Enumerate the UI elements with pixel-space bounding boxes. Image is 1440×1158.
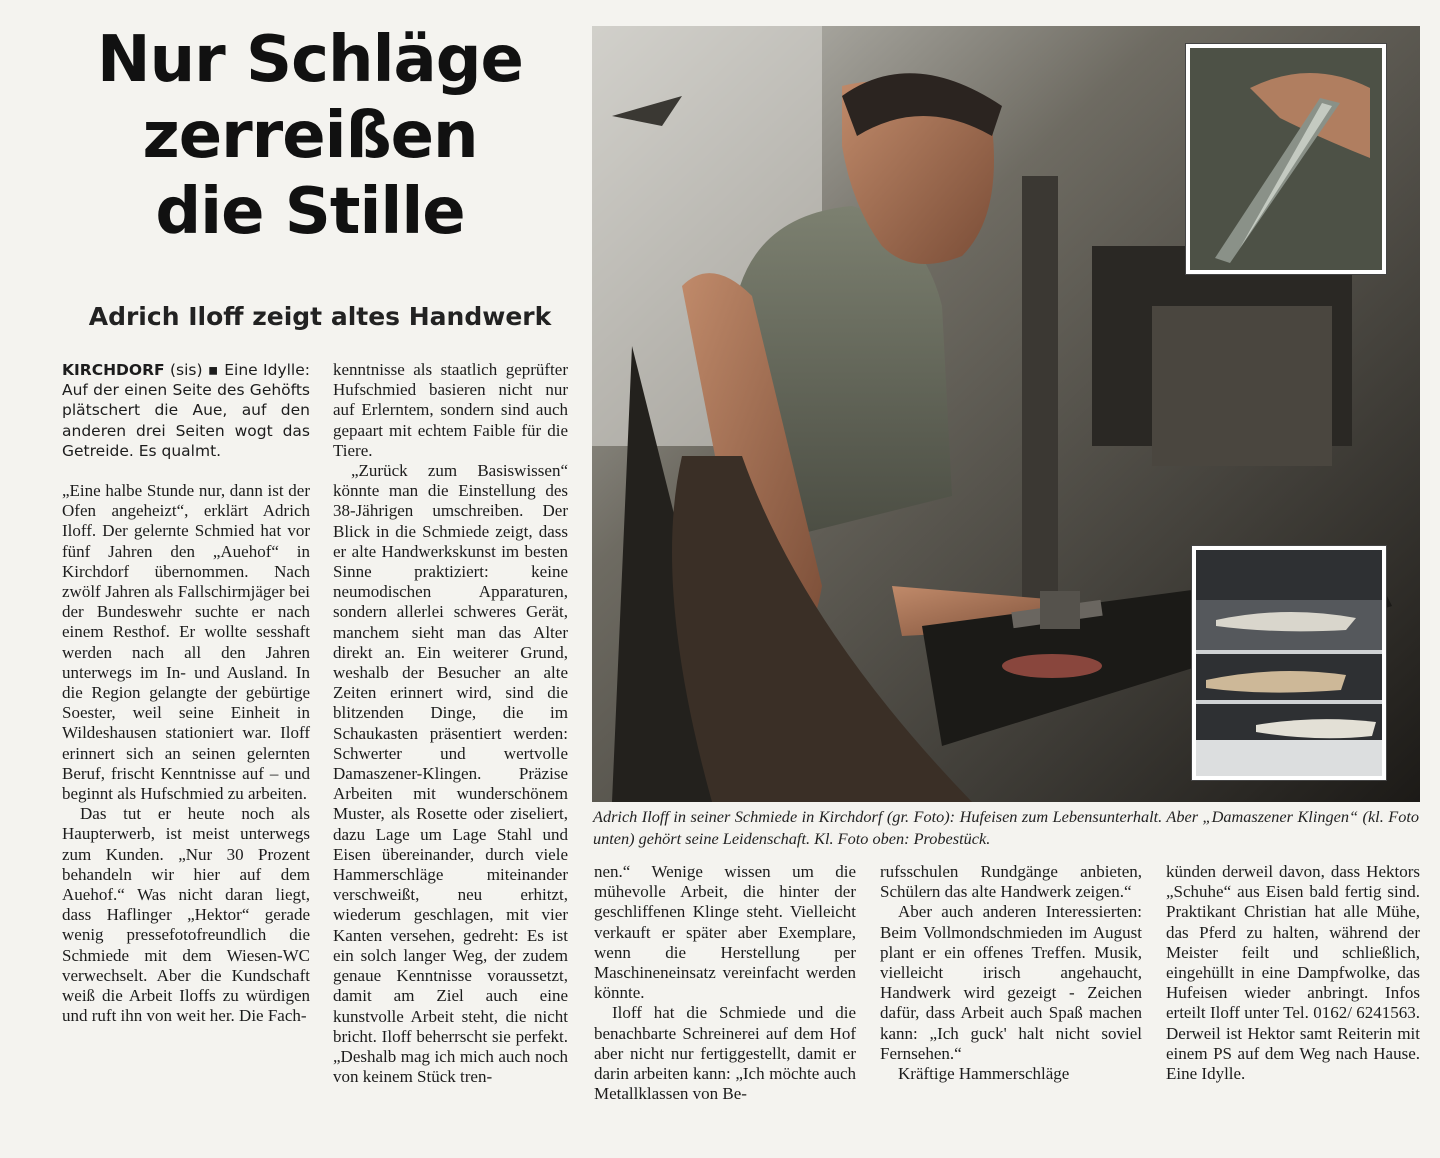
body-paragraph: rufsschulen Rundgänge anbieten, Schülern das alte Handwerk zeigen.“	[880, 862, 1142, 902]
dateline: KIRCHDORF	[62, 361, 165, 379]
headline-line-3: die Stille	[155, 175, 465, 249]
subheadline: Adrich Iloff zeigt altes Handwerk	[88, 302, 552, 331]
byline: (sis) ▪	[170, 361, 219, 379]
headline-line-1: Nur Schläge	[97, 23, 523, 97]
body-paragraph: nen.“ Wenige wissen um die mühevolle Arbeit, die hinter der geschliffenen Klinge steht. Vielleicht verkauft er später aber Exemplare, wenn die Herstellung per Maschineneinsatz vereinfacht werden könnte.	[594, 862, 856, 1003]
article-column-1	[62, 360, 310, 1027]
body-paragraph: Das tut er heute noch als Haupterwerb, ist meist unterwegs zum Kunden. „Nur 30 Prozent behandeln wir hier auf dem Auehof.“ Was nicht daran liegt, dass Haflinger „Hektor“ gerade wenig pressefotofreundlich die Schmiede mit dem Wiesen-WC verwechselt. Aber die Kundschaft weiß die Arbeit Iloffs zu würdigen und ruft ihn von weit her. Die Fach-	[62, 804, 310, 1026]
blades-display-illustration	[1196, 550, 1382, 776]
body-paragraph: „Zurück zum Basiswissen“ könnte man die Einstellung des 38-Jährigen umschreiben. Der Blick in die Schmiede zeigt, dass er alte Handwerkskunst im besten Sinne praktiziert: keine neumodischen Apparaturen, sondern allerlei schweres Gerät, manchem sieht man das Alter direkt an. Ein weiterer Grund, weshalb der Besucher an alte Zeiten erinnert wird, sind die blitzenden Dinge, die im Schaukasten präsentiert werden: Schwerter und wertvolle Damaszener-Klingen. Präzise Arbeiten mit wunderschönem Muster, als Rosette oder ziseliert, dazu Lage um Lage Stahl und Eisen übereinander, durch viele Hammerschläge miteinander verschweißt, neu erhitzt, wiederum geschlagen, mit vier Kanten versehen, gedreht: Es ist ein solch langer Weg, der zudem genaue Kenntnisse voraussetzt, damit am Ziel auch eine kunstvolle Arbeit steht, die nicht bricht. Iloff beherrscht sie perfekt. „Deshalb mag ich mich auch noch von keinem Stück tren-	[333, 461, 568, 1087]
body-paragraph: Iloff hat die Schmiede und die benachbarte Schreinerei auf dem Hof aber nicht nur fertiggestellt, damit er darin arbeiten kann: „Ich möchte auch Metallklassen von Be-	[594, 1003, 856, 1104]
article-column-5	[1166, 862, 1420, 1084]
body-paragraph: kenntnisse als staatlich geprüfter Hufschmied basieren nicht nur auf Erlerntem, sondern sind auch gepaart mit echtem Faible für die Tiere.	[333, 360, 568, 460]
inset-photo-test-piece	[1186, 44, 1386, 274]
body-paragraph: Kräftige Hammerschläge	[898, 1064, 1070, 1084]
headline	[40, 22, 580, 250]
article-column-4	[880, 862, 1142, 1084]
test-piece-illustration	[1190, 48, 1382, 270]
inset-photo-damascus-blades	[1192, 546, 1386, 780]
article-column-3	[594, 862, 856, 1104]
headline-line-2: zerreißen	[142, 99, 478, 173]
main-photo	[592, 26, 1420, 802]
body-paragraph: Aber auch anderen Interessierten: Beim Vollmondschmieden im August plant er ein offenes Treffen. Musik, vielleicht irisch angehaucht, Handwerk wird gezeigt - Zeichen dafür, dass Arbeit auch Spaß machen kann: „Ich guck' halt nicht soviel Fernsehen.“	[880, 902, 1142, 1063]
article-column-2	[333, 360, 568, 1087]
intro-paragraph	[62, 360, 310, 461]
body-paragraph: künden derweil davon, dass Hektors „Schuhe“ aus Eisen bald fertig sind. Praktikant Christian hat alle Mühe, das Pferd zu halten, während der Meister feilt und schließlich, eingehüllt in eine Dampfwolke, das Hufeisen wieder anbringt. Infos erteilt Iloff unter Tel. 0162/ 6241563. Derweil ist Hektor samt Reiterin mit einem PS auf dem Weg nach Hause. Eine Idylle.	[1166, 862, 1420, 1084]
intro-text: Eine Idylle: Auf der einen Seite des Gehöfts plätschert die Aue, auf den anderen drei Seiten wogt das Getreide. Es qualmt.	[62, 361, 310, 460]
photo-caption: Adrich Iloff in seiner Schmiede in Kirchdorf (gr. Foto): Hufeisen zum Lebensunterhalt. Aber „Damaszener Klingen“ (kl. Foto unten) gehört seine Leidenschaft. Kl. Foto oben: Probestück.	[593, 807, 1419, 848]
body-paragraph: „Eine halbe Stunde nur, dann ist der Ofen angeheizt“, erklärt Adrich Iloff. Der gelernte Schmied hat vor fünf Jahren den „Auehof“ in Kirchdorf übernommen. Nach zwölf Jahren als Fallschirmjäger bei der Bundeswehr suchte er nach einem Resthof. Er wollte sesshaft werden nach all den Jahren unterwegs im In- und Ausland. In die Region gelangte der gebürtige Soester, weil seine Einheit in Wildeshausen stationiert war. Iloff erinnert sich an seinen gelernten Beruf, frischt Kenntnisse auf – und beginnt als Hufschmied zu arbeiten.	[62, 481, 310, 804]
